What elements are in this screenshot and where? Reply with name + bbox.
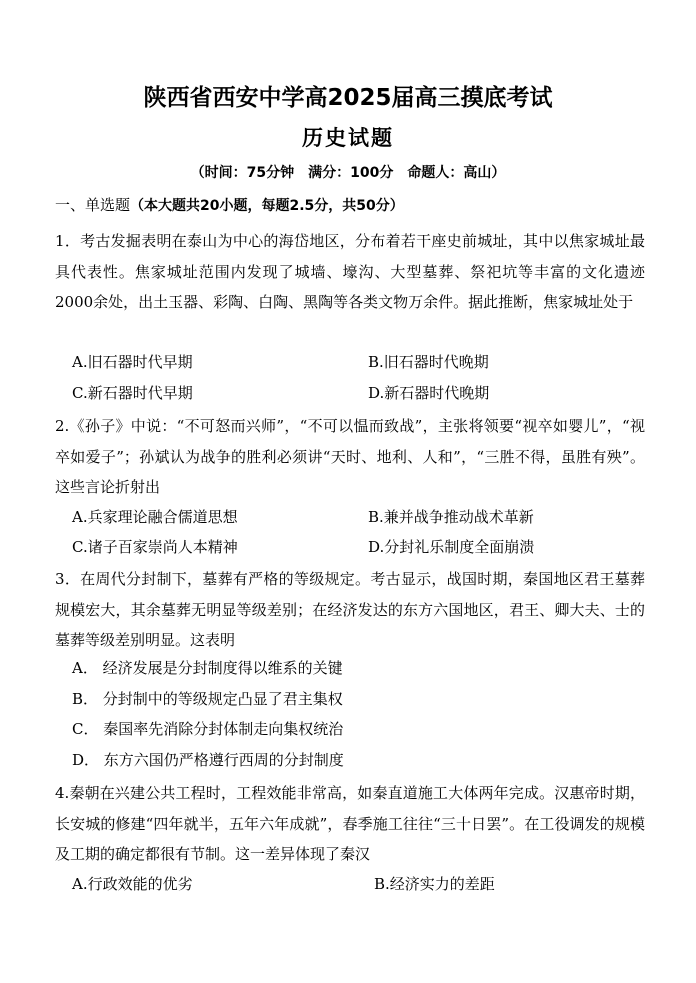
- question-3-stem: 3．在周代分封制下，墓葬有严格的等级规定。考古显示，战国时期，秦国地区君王墓葬规模宏大，其余墓葬无明显等级差别；在经济发达的东方六国地区，君王、卿大夫、士的墓葬等级差别明显。这表明: [55, 570, 645, 650]
- exam-info: （时间：75分钟 满分：100分 命题人：高山）: [190, 165, 506, 181]
- question-1-option-b: B.旧石器时代晚期: [368, 353, 489, 371]
- question-3-option-c: C． 秦国率先消除分封体制走向集权统治: [72, 720, 344, 738]
- question-2-stem: 2.《孙子》中说：“不可怒而兴师”，“不可以愠而致战”，主张将领要“视卒如婴儿”，“视卒如爱子”；孙斌认为战争的胜利必须讲“天时、地利、人和”，“三胜不得，虽胜有殃”。这些言论折射出: [55, 417, 645, 497]
- question-3-option-d: D． 东方六国仍严格遵行西周的分封制度: [72, 751, 344, 769]
- question-4-stem: 4.秦朝在兴建公共工程时，工程效能非常高，如秦直道施工大体两年完成。汉惠帝时期，长安城的修建“四年就半，五年六年成就”，春季施工往往“三十日罢”。在工役调发的规模及工期的确定都很有节制。这一差异体现了秦汉: [55, 784, 645, 864]
- question-1-option-d: D.新石器时代晚期: [368, 384, 490, 402]
- section-heading: [55, 194, 404, 217]
- question-1-option-c: C.新石器时代早期: [72, 384, 193, 402]
- exam-title: 陕西省西安中学高2025届高三摸底考试: [143, 85, 553, 111]
- question-3-option-a: A． 经济发展是分封制度得以维系的关键: [72, 659, 343, 677]
- question-2-option-b: B.兼并战争推动战术革新: [368, 508, 534, 526]
- question-1-option-a: A.旧石器时代早期: [72, 353, 193, 371]
- question-2-option-c: C.诸子百家崇尚人本精神: [72, 538, 238, 556]
- question-2-option-a: A.兵家理论融合儒道思想: [72, 508, 238, 526]
- question-4-option-a: A.行政效能的优劣: [72, 875, 193, 893]
- question-2-option-d: D.分封礼乐制度全面崩溃: [368, 538, 535, 556]
- question-3-option-b: B． 分封制中的等级规定凸显了君主集权: [72, 690, 343, 708]
- section-title: 一、单选题: [55, 196, 131, 214]
- section-note: （本大题共20小题，每题2.5分，共50分）: [130, 198, 404, 214]
- question-4-option-b: B.经济实力的差距: [374, 875, 495, 893]
- subject-title: 历史试题: [302, 125, 394, 150]
- question-1-stem: 1．考古发掘表明在泰山为中心的海岱地区，分布着若干座史前城址，其中以焦家城址最具代表性。焦家城址范围内发现了城墙、壕沟、大型墓葬、祭祀坑等丰富的文化遗迹2000余处，出土玉器、彩陶、白陶、黑陶等各类文物万余件。据此推断，焦家城址处于: [55, 232, 645, 312]
